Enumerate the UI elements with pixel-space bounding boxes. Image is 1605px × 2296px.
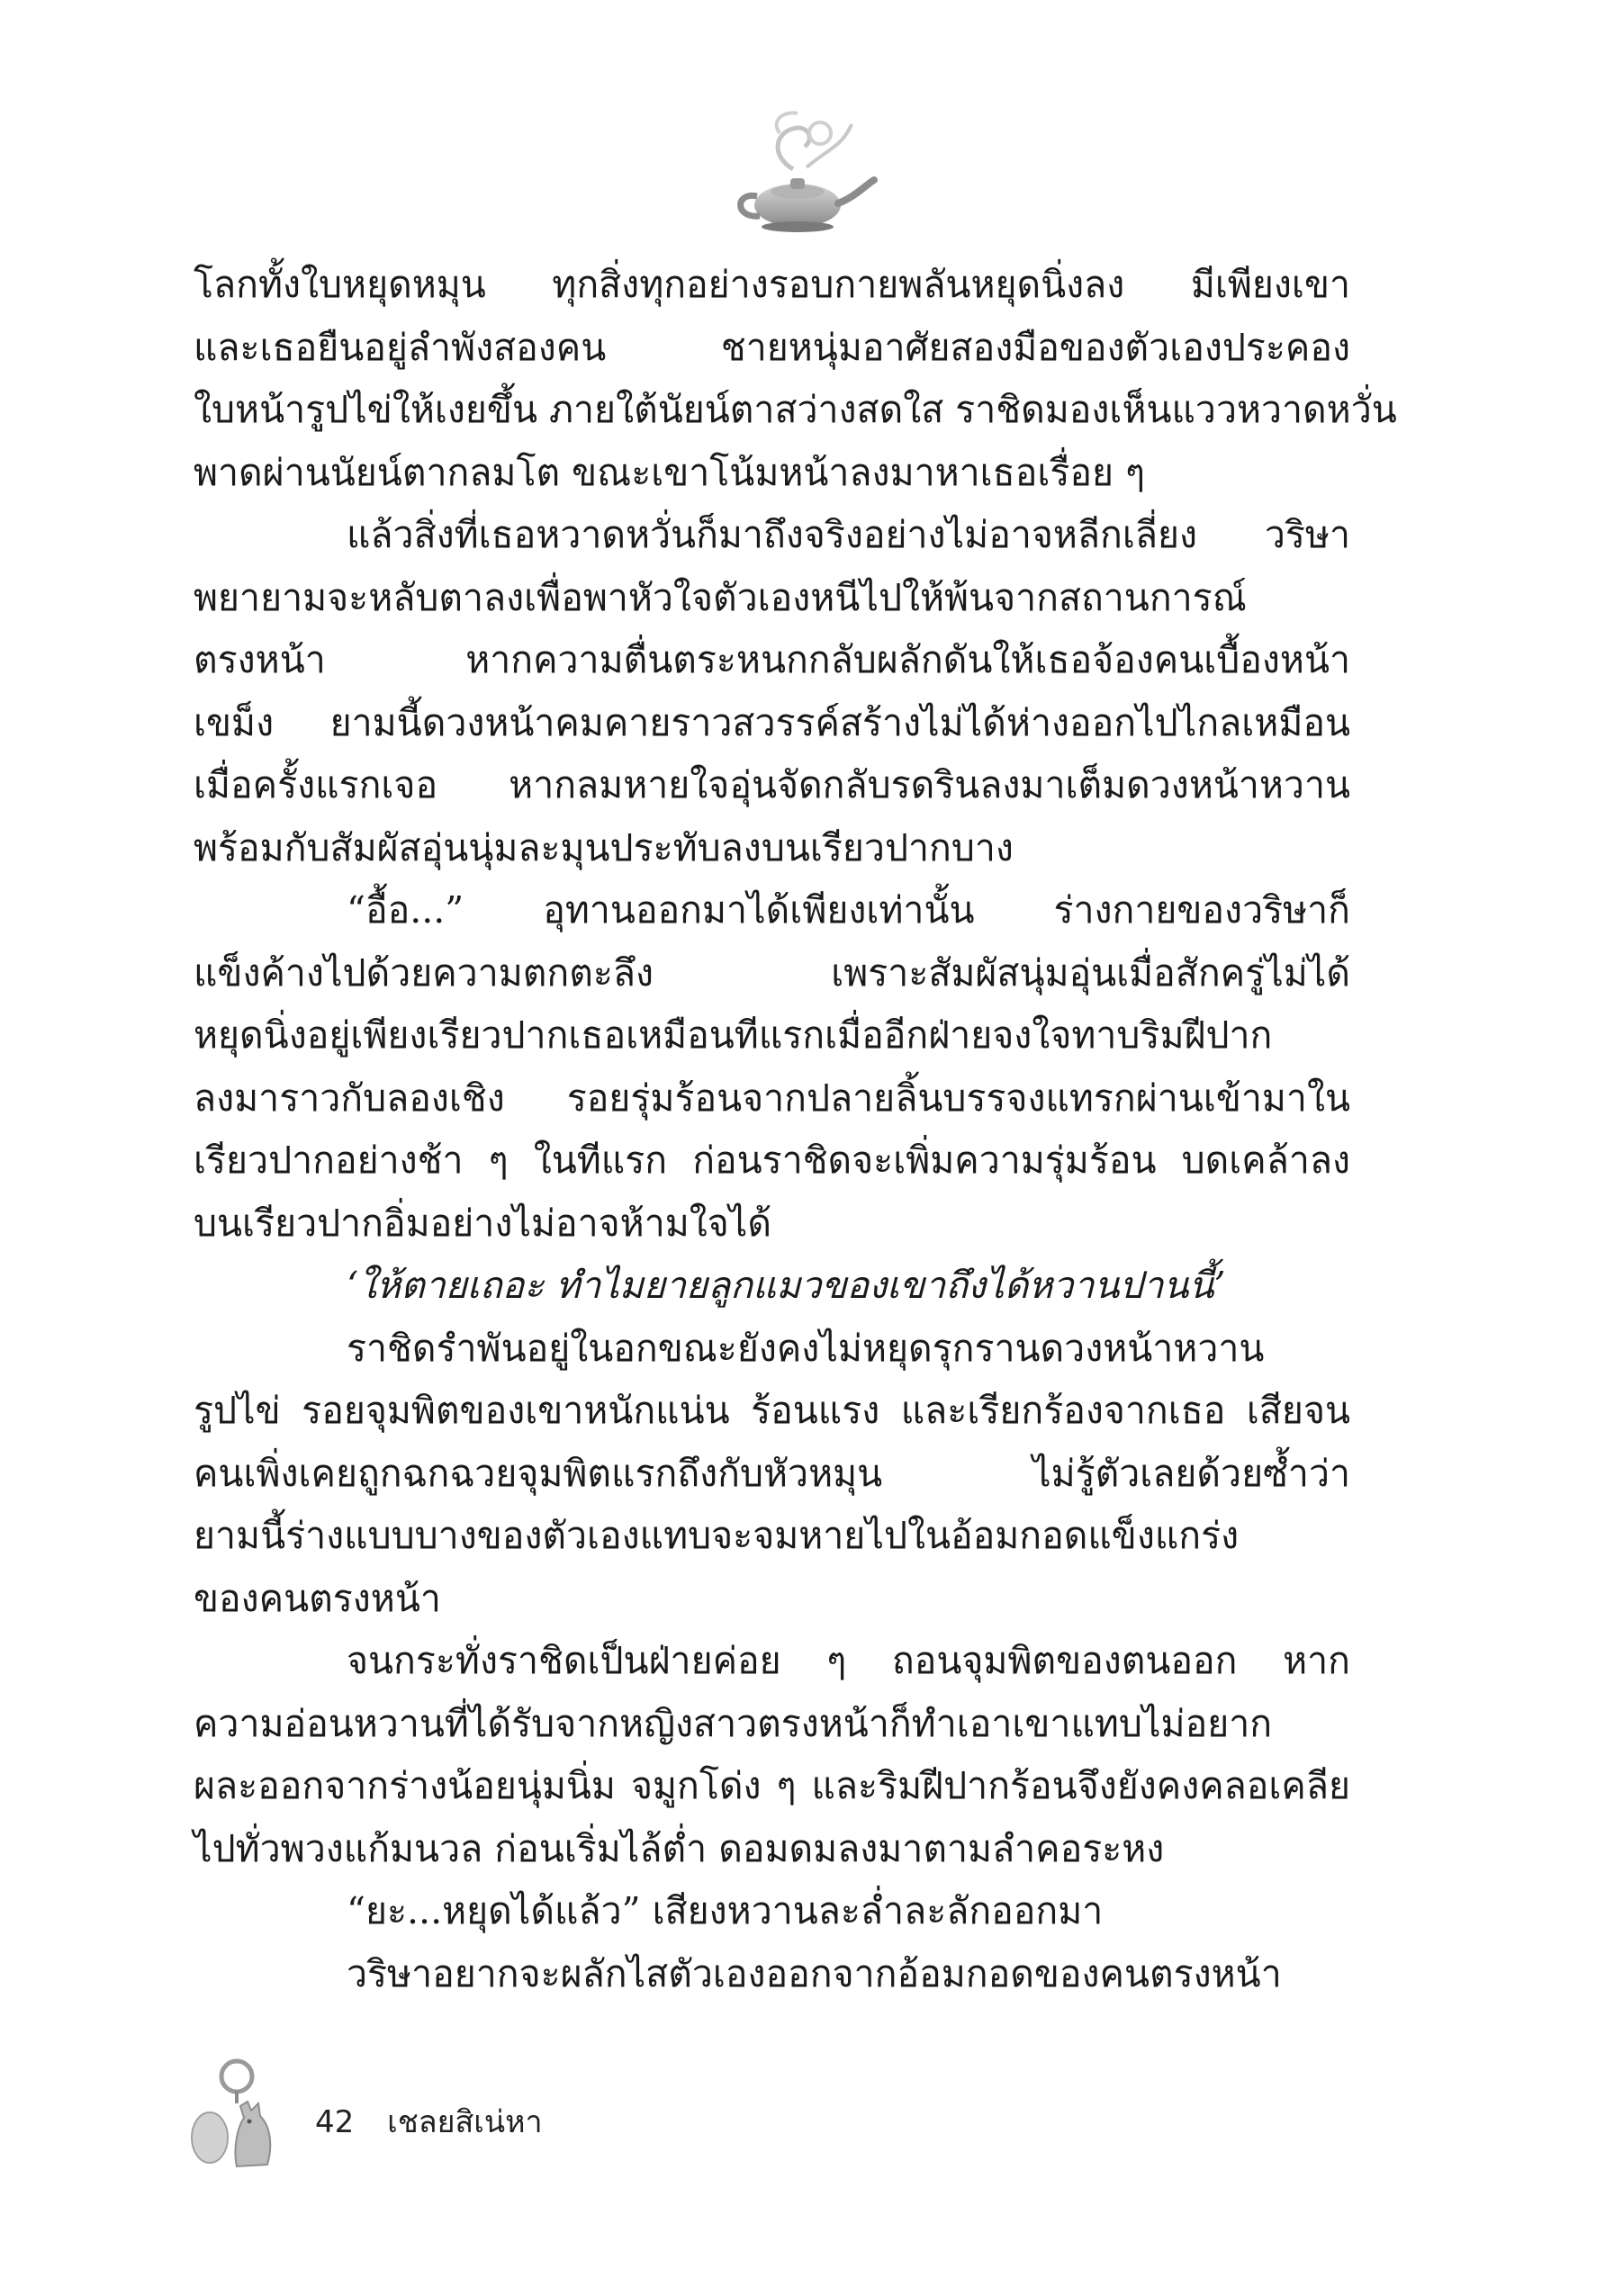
- body-text: [194, 254, 1397, 2005]
- text-line: เรียวปากอย่างช้า ๆ ในทีแรก ก่อนราชิดจะเพิ่มความรุ่มร้อน บดเคล้าลง: [194, 1139, 1350, 1182]
- text-line: แล้วสิ่งที่เธอหวาดหวั่นก็มาถึงจริงอย่างไม่อาจหลีกเลี่ยง วริษา: [347, 513, 1350, 556]
- text-line: เขม็ง ยามนี้ดวงหน้าคมคายราวสวรรค์สร้างไม่ได้ห่างออกไปไกลเหมือน: [194, 700, 1350, 744]
- page-footer: [315, 2097, 543, 2146]
- text-line: ผละออกจากร่างน้อยนุ่มนิ่ม จมูกโด่ง ๆ และริมฝีปากร้อนจึงยังคงคลอเคลีย: [194, 1764, 1350, 1807]
- text-line: และเธอยืนอยู่ลำพังสองคน ชายหนุ่มอาศัยสองมือของตัวเองประคอง: [194, 325, 1350, 369]
- text-line: เมื่อครั้งแรกเจอ หากลมหายใจอุ่นจัดกลับรดรินลงมาเต็มดวงหน้าหวาน: [194, 763, 1350, 806]
- text-line: ความอ่อนหวานที่ได้รับจากหญิงสาวตรงหน้าก็ทำเอาเขาแทบไม่อยาก: [194, 1701, 1273, 1745]
- text-line: ลงมาราวกับลองเชิง รอยรุ่มร้อนจากปลายลิ้นบรรจงแทรกผ่านเข้ามาใน: [194, 1076, 1350, 1120]
- text-line: “อื้อ...” อุทานออกมาได้เพียงเท่านั้น ร่างกายของวริษาก็: [347, 888, 1350, 932]
- paragraph: [194, 1880, 1350, 1943]
- keychain-cat-icon: [185, 2057, 288, 2178]
- text-line: จนกระทั่งราชิดเป็นฝ่ายค่อย ๆ ถอนจุมพิตของตนออก หาก: [347, 1639, 1350, 1682]
- paragraph: [194, 1943, 1350, 2006]
- text-line: พาดผ่านนัยน์ตากลมโต ขณะเขาโน้มหน้าลงมาหาเธอเรื่อย ๆ: [194, 450, 1146, 494]
- text-line: บนเรียวปากอิ่มอย่างไม่อาจห้ามใจได้: [194, 1201, 772, 1245]
- text-line: “ยะ...หยุดได้แล้ว” เสียงหวานละล่ำละลักออกมา: [347, 1889, 1104, 1932]
- text-line: ยามนี้ร่างแบบบางของตัวเองแทบจะจมหายไปในอ้อมกอดแข็งแกร่ง: [194, 1514, 1240, 1557]
- paragraph: [194, 504, 1350, 879]
- paragraph: [194, 1255, 1350, 1318]
- text-line: พร้อมกับสัมผัสอุ่นนุ่มละมุนประทับลงบนเรียวปากบาง: [194, 825, 1014, 869]
- text-line: ตรงหน้า หากความตื่นตระหนกกลับผลักดันให้เธอจ้องคนเบื้องหน้า: [194, 638, 1350, 681]
- paragraph: [194, 254, 1397, 504]
- book-title: เชลยสิเน่หา: [387, 2104, 543, 2140]
- text-line: ของคนตรงหน้า: [194, 1576, 441, 1620]
- paragraph: [194, 1318, 1350, 1631]
- teapot-icon: [708, 106, 888, 241]
- text-line: พยายามจะหลับตาลงเพื่อพาหัวใจตัวเองหนีไปให้พ้นจากสถานการณ์: [194, 575, 1247, 619]
- paragraph: [194, 1630, 1350, 1880]
- text-line: รูปไข่ รอยจุมพิตของเขาหนักแน่น ร้อนแรง และเรียกร้องจากเธอ เสียจน: [194, 1389, 1350, 1432]
- text-line: หยุดนิ่งอยู่เพียงเรียวปากเธอเหมือนทีแรกเมื่ออีกฝ่ายจงใจทาบริมฝีปาก: [194, 1013, 1273, 1057]
- paragraph: [194, 879, 1350, 1255]
- text-line: โลกทั้งใบหยุดหมุน ทุกสิ่งทุกอย่างรอบกายพลันหยุดนิ่งลง มีเพียงเขา: [194, 263, 1350, 306]
- text-line: แข็งค้างไปด้วยความตกตะลึง เพราะสัมผัสนุ่มอุ่นเมื่อสักครู่ไม่ได้: [194, 950, 1350, 995]
- text-line: วริษาอยากจะผลักไสตัวเองออกจากอ้อมกอดของคนตรงหน้า: [347, 1951, 1282, 1995]
- text-line: ไปทั่วพวงแก้มนวล ก่อนเริ่มไล้ต่ำ ดอมดมลงมาตามลำคอระหง: [194, 1826, 1165, 1870]
- text-line: ‘ให้ตายเถอะ ทำไมยายลูกแมวของเขาถึงได้หวานปานนี้’: [347, 1264, 1226, 1307]
- page-number: 42: [315, 2104, 355, 2140]
- text-line: ราชิดรำพันอยู่ในอกขณะยังคงไม่หยุดรุกรานดวงหน้าหวาน: [347, 1326, 1265, 1370]
- text-line: ใบหน้ารูปไข่ให้เงยขึ้น ภายใต้นัยน์ตาสว่างสดใส ราชิดมองเห็นแววหวาดหวั่น: [194, 388, 1397, 431]
- text-line: คนเพิ่งเคยถูกฉกฉวยจุมพิตแรกถึงกับหัวหมุน ไม่รู้ตัวเลยด้วยซ้ำว่า: [194, 1451, 1350, 1495]
